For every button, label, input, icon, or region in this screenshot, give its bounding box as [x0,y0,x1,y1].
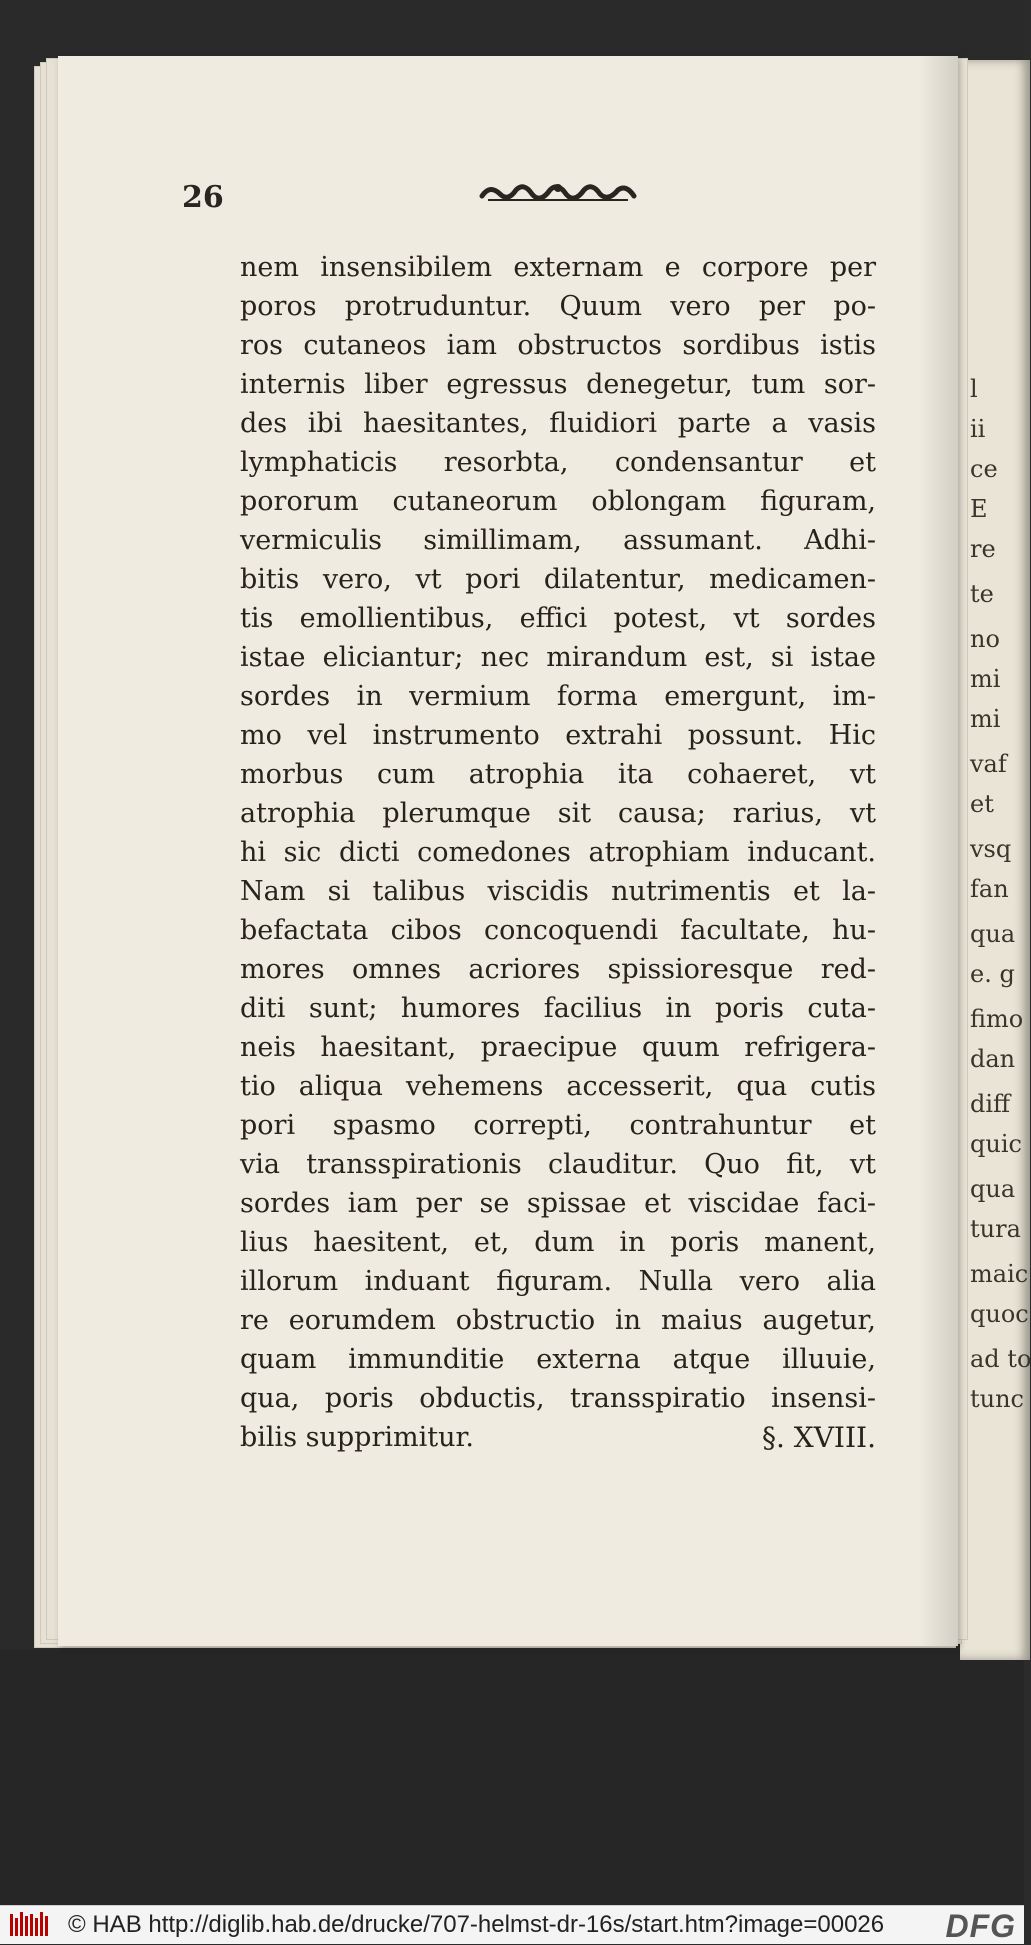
text-line: nem insensibilem externam e corpore per [240,252,876,283]
facing-page-fragment: ce [970,455,998,483]
facing-page-fragment: qua [970,1175,1016,1203]
text-line: illorum induant figuram. Nulla vero alia [240,1266,876,1297]
text-line: neis haesitant, praecipue quum refrigera- [240,1032,876,1063]
text-line: tis emollientibus, effici potest, vt sordes [240,603,876,634]
facing-page-fragment: vsq [970,835,1012,863]
facing-page-fragment: dan [970,1045,1016,1073]
last-line-text: bilis supprimitur. [240,1422,474,1453]
text-line: atrophia plerumque sit causa; rarius, vt [240,798,876,829]
text-line: sordes in vermium forma emergunt, im- [240,681,876,712]
facing-page-fragment: ad to [970,1345,1031,1373]
facing-page [960,60,1030,1660]
facing-page-fragment: fimo [970,1005,1024,1033]
text-line: lymphaticis resorbta, condensantur et [240,447,876,478]
text-line: mo vel instrumento extrahi possunt. Hic [240,720,876,751]
backdrop [0,1650,1024,1910]
headpiece-ornament [478,178,638,208]
facing-page-fragment: fan [970,875,1009,903]
facing-page-fragment: vaf [970,750,1007,778]
hab-logo-icon [8,1910,52,1940]
text-line: lius haesitent, et, dum in poris manent, [240,1227,876,1258]
text-line: befactata cibos concoquendi facultate, hu- [240,915,876,946]
facing-page-fragment: re [970,535,996,563]
dfg-logo: DFG [945,1908,1016,1944]
text-line: sordes iam per se spissae et viscidae faci- [240,1188,876,1219]
text-line: re eorumdem obstructio in maius augetur, [240,1305,876,1336]
facing-page-fragment: mi [970,705,1001,733]
text-line: ros cutaneos iam obstructos sordibus istis [240,330,876,361]
copyright-link[interactable]: © HAB http://diglib.hab.de/drucke/707-helmst-dr-16s/start.htm?image=00026 [68,1911,885,1938]
facing-page-fragment: qua [970,920,1016,948]
text-line: bitis vero, vt pori dilatentur, medicamen- [240,564,876,595]
text-line: internis liber egressus denegetur, tum sor- [240,369,876,400]
facing-page-fragment: no [970,625,1000,653]
text-line: poros protruduntur. Quum vero per po- [240,291,876,322]
text-line: hi sic dicti comedones atrophiam inducant. [240,837,876,868]
text-line: qua, poris obductis, transspiratio insensi- [240,1383,876,1414]
text-line: quam immunditie externa atque illuuie, [240,1344,876,1375]
facing-page-fragment: diff [970,1090,1011,1118]
page-number: 26 [182,180,224,215]
facing-page-fragment: mi [970,665,1001,693]
text-line: pororum cutaneorum oblongam figuram, [240,486,876,517]
facing-page-fragment: ii [970,415,986,443]
text-line: pori spasmo correpti, contrahuntur et [240,1110,876,1141]
text-line: tio aliqua vehemens accesserit, qua cutis [240,1071,876,1102]
text-line-last [240,1418,876,1457]
catchword: §. XVIII. [761,1421,876,1454]
facing-page-fragment: tunc [970,1385,1024,1413]
text-line: morbus cum atrophia ita cohaeret, vt [240,759,876,790]
facing-page-fragment: te [970,580,994,608]
text-line: Nam si talibus viscidis nutrimentis et la- [240,876,876,907]
facing-page-fragment: e. g [970,960,1015,988]
facing-page-fragment: maic [970,1260,1029,1288]
facing-page-fragment: et [970,790,994,818]
facing-page-fragment: l [970,375,978,403]
footer-bar [0,1905,1024,1944]
facing-page-fragment: quoc [970,1300,1029,1328]
gutter-shadow [918,56,958,1646]
text-line: des ibi haesitantes, fluidiori parte a vasis [240,408,876,439]
text-line: mores omnes acriores spissioresque red- [240,954,876,985]
facing-page-fragment: quic [970,1130,1022,1158]
text-line: via transspirationis clauditur. Quo fit, vt [240,1149,876,1180]
text-line: diti sunt; humores facilius in poris cuta- [240,993,876,1024]
facing-page-fragment: E [970,495,988,523]
facing-page-fragment: tura [970,1215,1021,1243]
text-line: vermiculis simillimam, assumant. Adhi- [240,525,876,556]
text-line: istae eliciantur; nec mirandum est, si istae [240,642,876,673]
body-text [240,248,876,1457]
